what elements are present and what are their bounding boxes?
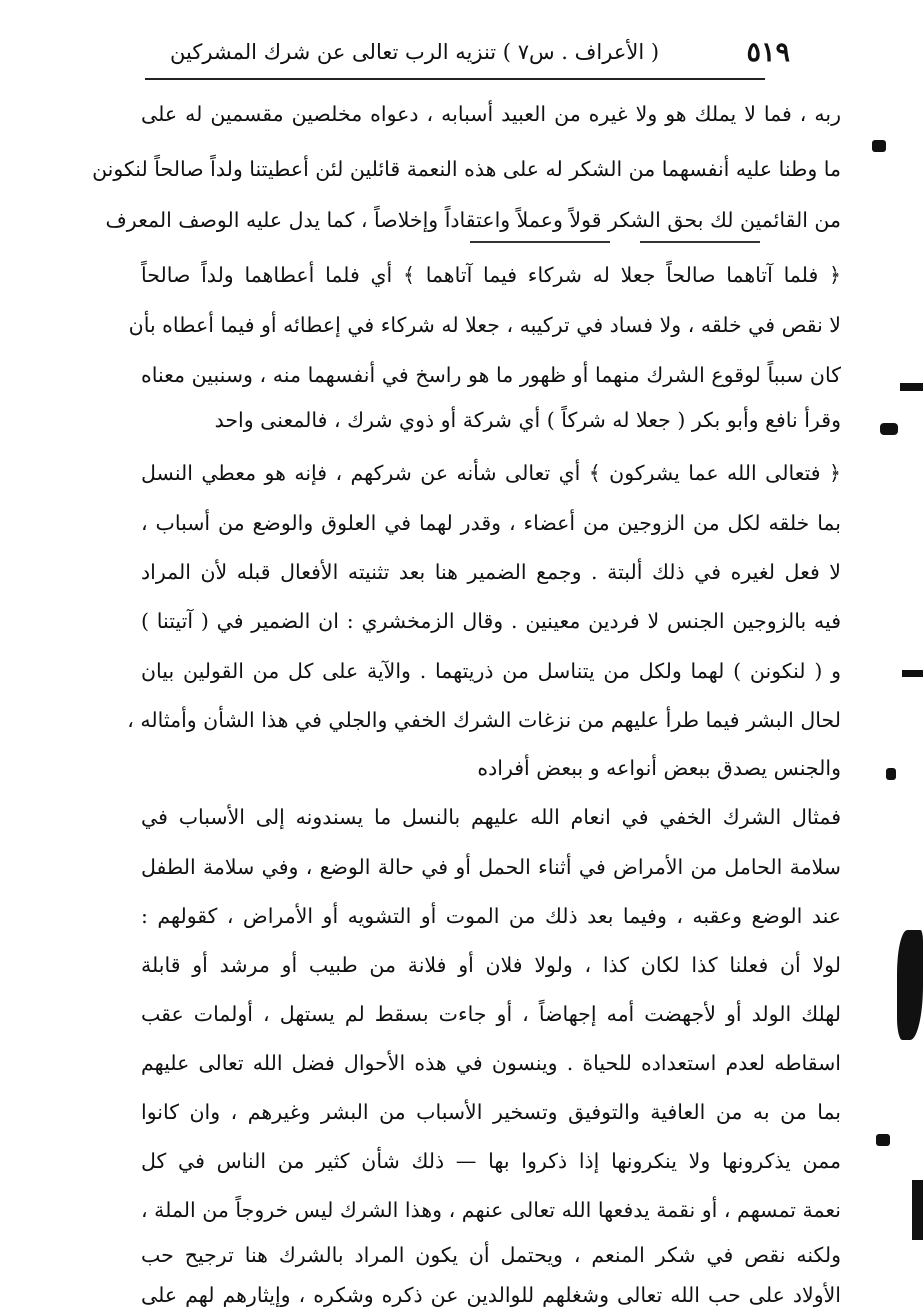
- header-rule: [145, 78, 765, 80]
- scan-blob: [897, 930, 923, 1040]
- text-line: سلامة الحامل من الأمراض في أثناء الحمل أو في حالة الوضع ، وفي سلامة الطفل: [141, 855, 841, 879]
- text-line: و ( لنكونن ) لهما ولكل من يتناسل من ذريتهما . والآية على كل من القولين بيان: [141, 659, 841, 683]
- text-line: اسقاطه لعدم استعداده للحياة . وينسون في هذه الأحوال فضل الله تعالى عليهم: [141, 1051, 841, 1075]
- text-line: عند الوضع وعقبه ، وفيما بعد ذلك من الموت أو التشويه أو الأمراض ، كقولهم :: [141, 904, 841, 928]
- page-header: [170, 30, 790, 74]
- page-number: ٥١٩: [746, 36, 790, 68]
- scan-mark: [912, 1180, 923, 1240]
- text-line: فيه بالزوجين الجنس لا فردين معينين . وقال الزمخشري : ان الضمير في ( آتيتنا ): [141, 609, 841, 633]
- text-line: من القائمين لك بحق الشكر قولاً وعملاً واعتقاداً وإخلاصاً ، كما يدل عليه الوصف المعرف: [105, 208, 841, 232]
- text-line: والجنس يصدق ببعض أنواعه و ببعض أفراده: [477, 756, 841, 780]
- text-line: ممن يذكرونها ولا ينكرونها إذا ذكروا بها — ذلك شأن كثير من الناس في كل: [141, 1149, 841, 1173]
- scan-mark: [900, 383, 923, 391]
- text-line: لهلك الولد أو لأجهضت أمه إجهاضاً ، أو جاءت بسقط لم يستهل ، أولمات عقب: [141, 1002, 841, 1026]
- text-line: ولكنه نقص في شكر المنعم ، ويحتمل أن يكون المراد بالشرك هنا ترجيح حب: [141, 1243, 841, 1267]
- text-line: ﴿ فلما آتاهما صالحاً جعلا له شركاء فيما آتاهما ﴾ أي فلما أعطاهما ولداً صالحاً: [141, 263, 841, 287]
- text-line: ﴿ فتعالى الله عما يشركون ﴾ أي تعالى شأنه عن شركهم ، فإنه هو معطي النسل: [141, 461, 841, 485]
- text-line: كان سبباً لوقوع الشرك منهما أو ظهور ما هو راسخ في أنفسهما منه ، وسنبين معناه: [141, 363, 841, 387]
- header-title: ( الأعراف . س٧ ) تنزيه الرب تعالى عن شرك المشركين: [170, 40, 660, 64]
- separator-rule: [470, 241, 610, 243]
- text-line: بما من به من العافية والتوفيق وتسخير الأسباب من البشر وغيرهم ، وان كانوا: [141, 1100, 841, 1124]
- text-line: لا نقص في خلقه ، ولا فساد في تركيبه ، جعلا له شركاء في إعطائه أو فيما أعطاه بأن: [128, 313, 841, 337]
- scan-mark: [880, 423, 898, 435]
- text-line: فمثال الشرك الخفي في انعام الله عليهم بالنسل ما يسندونه إلى الأسباب في: [141, 805, 841, 829]
- text-line: وقرأ نافع وأبو بكر ( جعلا له شركاً ) أي شركة أو ذوي شرك ، فالمعنى واحد: [214, 408, 841, 432]
- text-line: ما وطنا عليه أنفسهما من الشكر له على هذه النعمة قائلين لئن أعطيتنا ولداً صالحاً لنكونن: [92, 157, 841, 181]
- text-line: لحال البشر فيما طرأ عليهم من نزغات الشرك الخفي والجلي في هذا الشأن وأمثاله ،: [127, 708, 841, 732]
- scan-mark: [872, 140, 886, 152]
- text-line: الأولاد على حب الله تعالى وشغلهم للوالدين عن ذكره وشكره ، وإيثارهم لهم على: [141, 1283, 841, 1307]
- text-line: بما خلقه لكل من الزوجين من أعضاء ، وقدر لهما في العلوق والوضع من أسباب ،: [141, 511, 841, 535]
- separator-rule: [640, 241, 760, 243]
- scan-mark: [902, 670, 923, 677]
- text-line: لا فعل لغيره في ذلك ألبتة . وجمع الضمير هنا بعد تثنيته الأفعال قبله لأن المراد: [141, 560, 841, 584]
- text-line: ربه ، فما لا يملك هو ولا غيره من العبيد أسبابه ، دعواه مخلصين مقسمين له على: [141, 102, 841, 126]
- text-line: لولا أن فعلنا كذا لكان كذا ، ولولا فلان أو فلانة من طبيب أو مرشد أو قابلة: [141, 953, 841, 977]
- scan-mark: [876, 1134, 890, 1146]
- text-line: نعمة تمسهم ، أو نقمة يدفعها الله تعالى عنهم ، وهذا الشرك ليس خروجاً من الملة ،: [141, 1198, 841, 1222]
- scan-mark: [886, 768, 896, 780]
